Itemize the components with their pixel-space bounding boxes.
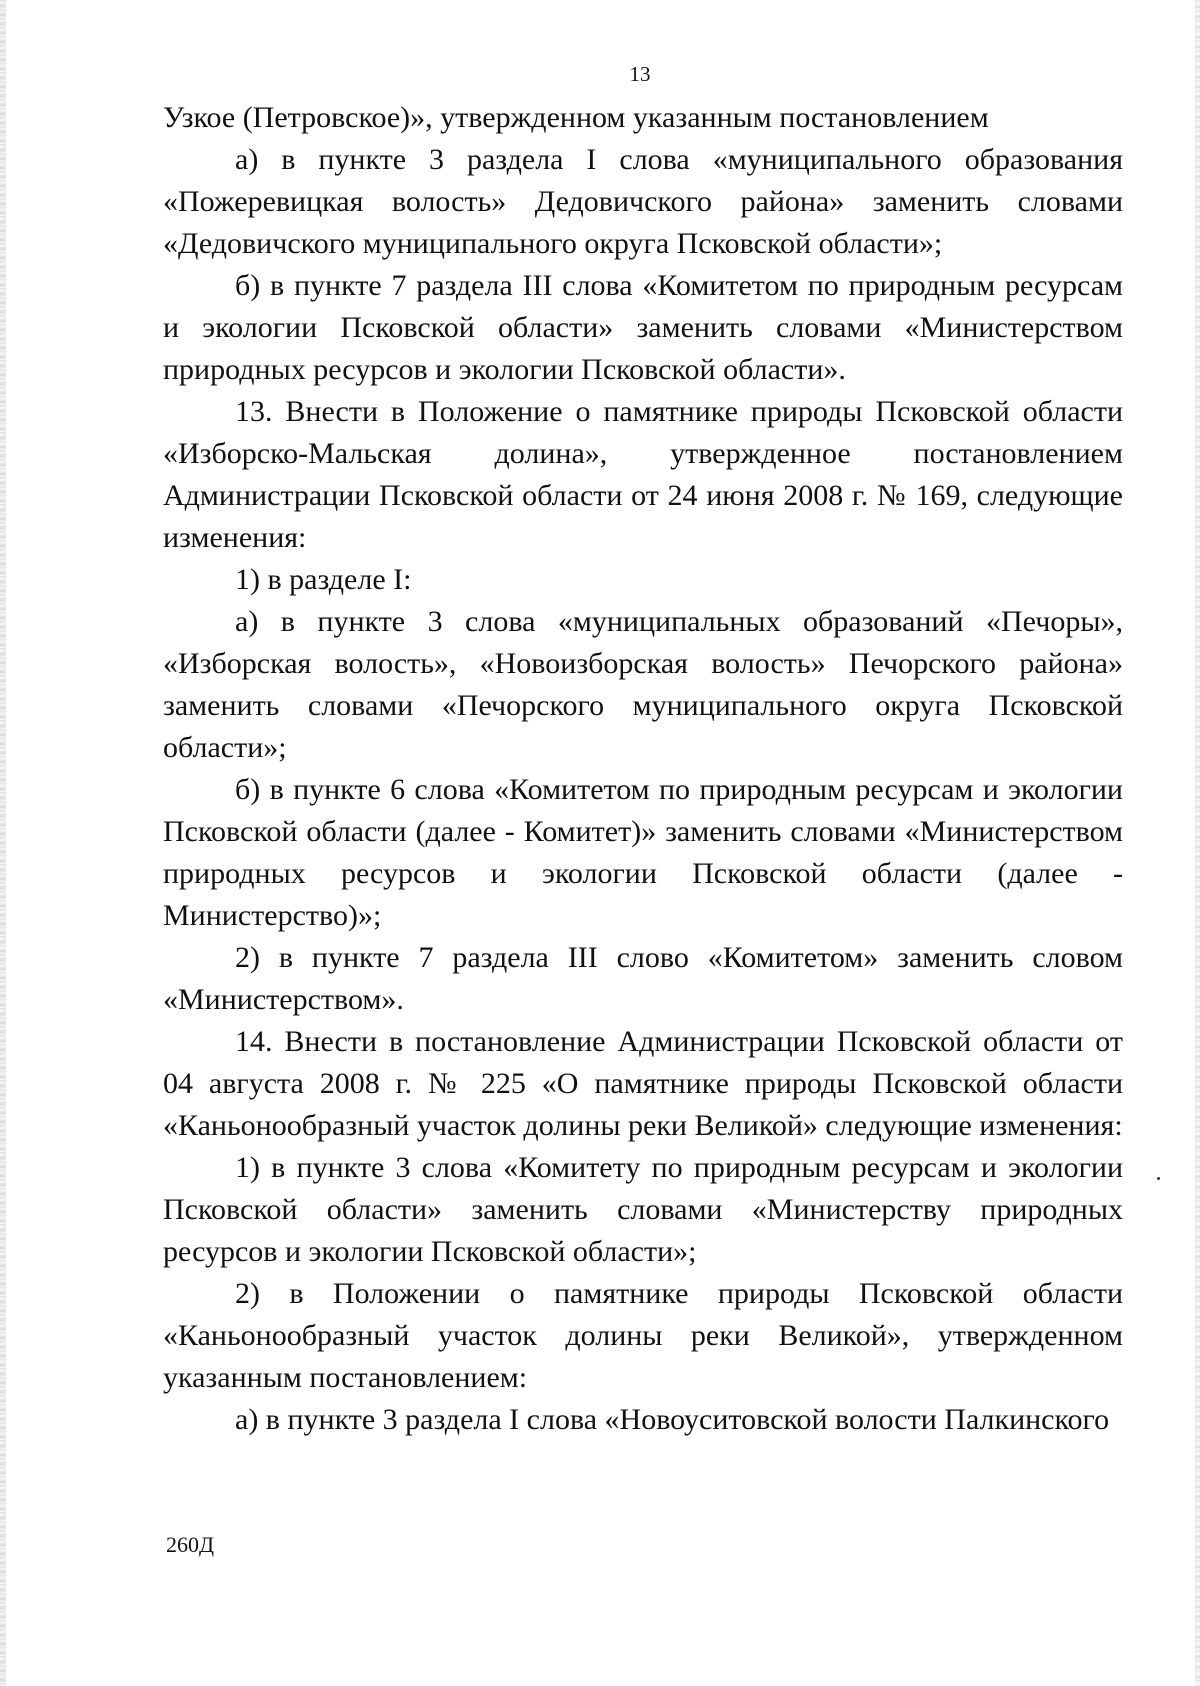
paragraph-continuation: Узкое (Петровское)», утвержденном указанным постановлением: [163, 101, 989, 134]
scan-speck: [1157, 1177, 1160, 1180]
paragraph-13-sub-1: 1) в разделе I:: [235, 563, 412, 596]
page-number: 13: [629, 62, 651, 86]
paragraph-13-sub-2: 2) в пункте 7 раздела III слово «Комитетом» заменить словом «Министерством».: [163, 941, 1123, 1016]
paragraph-13-item-a: а) в пункте 3 слова «муниципальных образований «Печоры», «Изборская волость», «Новоизборская волость» Печорского района» заменить словами «Печорского муниципального округа Псковской области»;: [163, 605, 1123, 764]
paragraph-item-a-1: а) в пункте 3 раздела I слова «муниципального образования «Пожеревицкая волость» Дедовичского района» заменить словами «Дедовичского муниципального округа Псковской области»;: [163, 143, 1123, 260]
scan-edge-right: [1195, 0, 1200, 1686]
paragraph-14-sub-1: 1) в пункте 3 слова «Комитету по природным ресурсам и экологии Псковской области» заменить словами «Министерству природных ресурсов и экологии Псковской области»;: [163, 1151, 1123, 1268]
scan-edge-left: [0, 0, 6, 1686]
paragraph-14: 14. Внести в постановление Администрации Псковской области от 04 августа 2008 г. № 225 «О памятнике природы Псковской области «Каньонообразный участок долины реки Великой» следующие изменения:: [163, 1025, 1123, 1142]
paragraph-item-b-1: б) в пункте 7 раздела III слова «Комитетом по природным ресурсам и экологии Псковской области» заменить словами «Министерством природных ресурсов и экологии Псковской области».: [163, 269, 1123, 386]
paragraph-13: 13. Внести в Положение о памятнике природы Псковской области «Изборско-Мальская долина», утвержденное постановлением Администрации Псковской области от 24 июня 2008 г. № 169, следующие изменения:: [163, 395, 1123, 554]
document-code: 260Д: [166, 1532, 215, 1557]
document-body: [163, 97, 1123, 1441]
paragraph-14-item-a: а) в пункте 3 раздела I слова «Новоуситовской волости Палкинского: [235, 1403, 1110, 1436]
paragraph-13-item-b: б) в пункте 6 слова «Комитетом по природным ресурсам и экологии Псковской области (далее - Комитет)» заменить словами «Министерством природных ресурсов и экологии Псковской области (далее - Министерство)»;: [163, 773, 1123, 932]
paragraph-14-sub-2: 2) в Положении о памятнике природы Псковской области «Каньонообразный участок долины реки Великой», утвержденном указанным постановлением:: [163, 1277, 1123, 1394]
